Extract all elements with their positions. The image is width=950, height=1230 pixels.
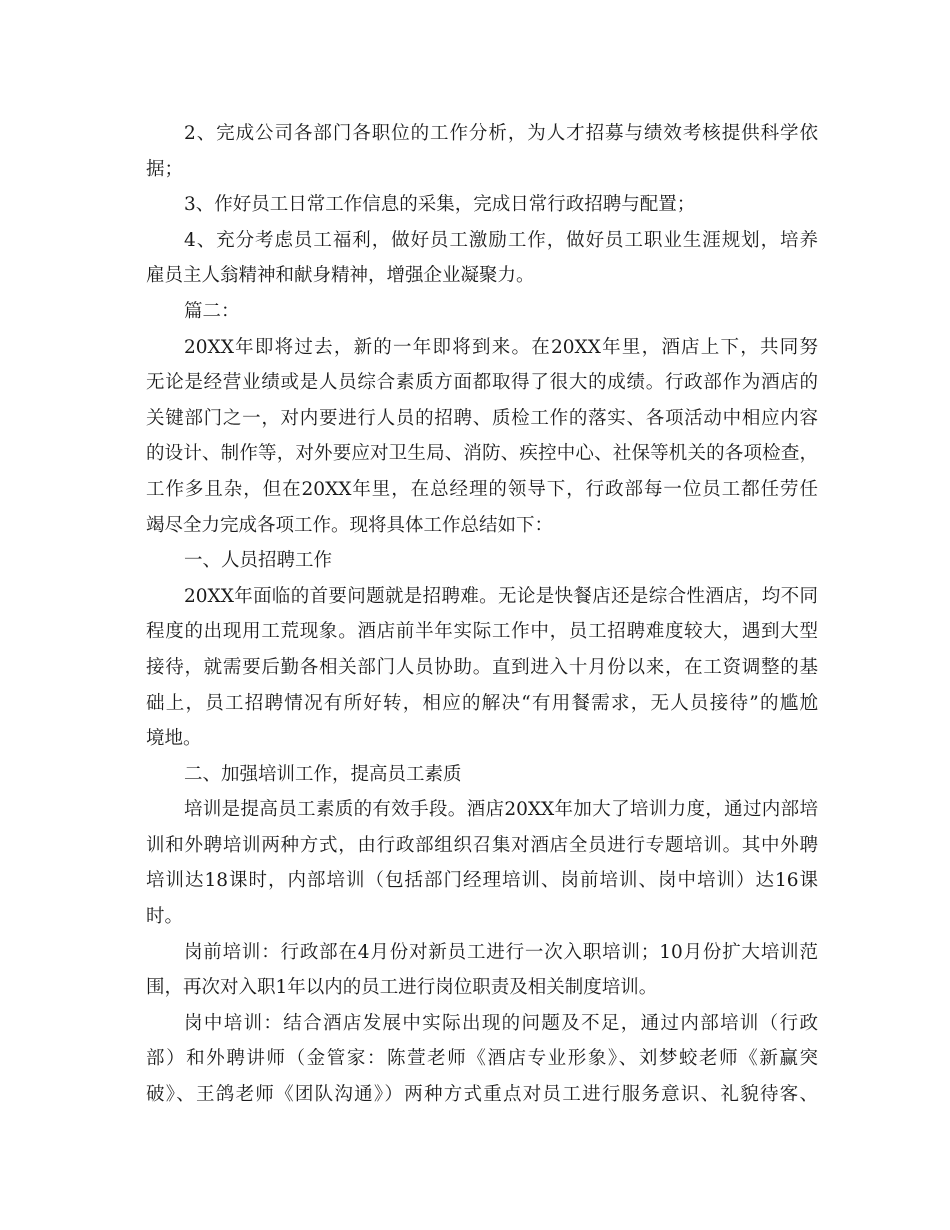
- paragraph-line: 3、作好员工日常工作信息的采集，完成日常行政招聘与配置；: [184, 194, 696, 216]
- paragraph-line: 培训达18课时，内部培训（包括部门经理培训、岗前培训、岗中培训）达16课: [146, 870, 818, 892]
- paragraph-line: 部）和外聘讲师（金管家：陈萱老师《酒店专业形象》、刘梦蛟老师《新赢突: [146, 1048, 818, 1070]
- paragraph-line: 境地。: [146, 728, 202, 750]
- paragraph-line: 岗前培训：行政部在4月份对新员工进行一次入职培训；10月份扩大培训范: [184, 941, 818, 963]
- paragraph-line: 雇员主人翁精神和献身精神，增强企业凝聚力。: [146, 265, 535, 287]
- section-heading: 篇二：: [184, 300, 240, 322]
- paragraph-line: 程度的出现用工荒现象。酒店前半年实际工作中，员工招聘难度较大，遇到大型: [146, 621, 818, 643]
- paragraph-line: 2、完成公司各部门各职位的工作分析，为人才招募与绩效考核提供科学依: [184, 123, 818, 144]
- paragraph-line: 无论是经营业绩或是人员综合素质方面都取得了很大的成绩。行政部作为酒店的: [146, 372, 818, 394]
- document-body: [146, 116, 818, 1113]
- paragraph-line: 的设计、制作等，对外要应对卫生局、消防、疾控中心、社保等机关的各项检查，: [146, 443, 818, 465]
- paragraph-line: 工作多且杂，但在20XX年里，在总经理的领导下，行政部每一位员工都任劳任: [146, 478, 818, 500]
- paragraph-line: 岗中培训：结合酒店发展中实际出现的问题及不足，通过内部培训（行政: [184, 1012, 818, 1034]
- paragraph-line: 围，再次对入职1年以内的员工进行岗位职责及相关制度培训。: [146, 977, 658, 999]
- paragraph-line: 4、充分考虑员工福利，做好员工激励工作，做好员工职业生涯规划，培养: [184, 229, 818, 251]
- paragraph-line: 训和外聘培训两种方式，由行政部组织召集对酒店全员进行专题培训。其中外聘: [146, 834, 818, 856]
- paragraph-line: 培训是提高员工素质的有效手段。酒店20XX年加大了培训力度，通过内部培: [184, 799, 818, 821]
- paragraph-line: 接待，就需要后勤各相关部门人员协助。直到进入十月份以来，在工资调整的基: [146, 656, 818, 678]
- paragraph-line: 破》、王鸽老师《团队沟通》）两种方式重点对员工进行服务意识、礼貌待客、: [146, 1084, 818, 1106]
- paragraph-line: 竭尽全力完成各项工作。现将具体工作总结如下：: [146, 514, 554, 536]
- paragraph-line: 时。: [146, 906, 184, 928]
- paragraph-line: 础上，员工招聘情况有所好转，相应的解决“有用餐需求，无人员接待”的尴尬: [146, 692, 818, 714]
- paragraph-line: 关键部门之一，对内要进行人员的招聘、质检工作的落实、各项活动中相应内容: [146, 407, 818, 429]
- paragraph-line: 20XX年即将过去，新的一年即将到来。在20XX年里，酒店上下，共同努: [184, 336, 818, 358]
- section-heading: 一、人员招聘工作: [184, 550, 333, 572]
- paragraph-line: 20XX年面临的首要问题就是招聘难。无论是快餐店还是综合性酒店，均不同: [184, 585, 818, 607]
- section-heading: 二、加强培训工作，提高员工素质: [184, 763, 462, 785]
- paragraph-line: 据；: [146, 158, 184, 180]
